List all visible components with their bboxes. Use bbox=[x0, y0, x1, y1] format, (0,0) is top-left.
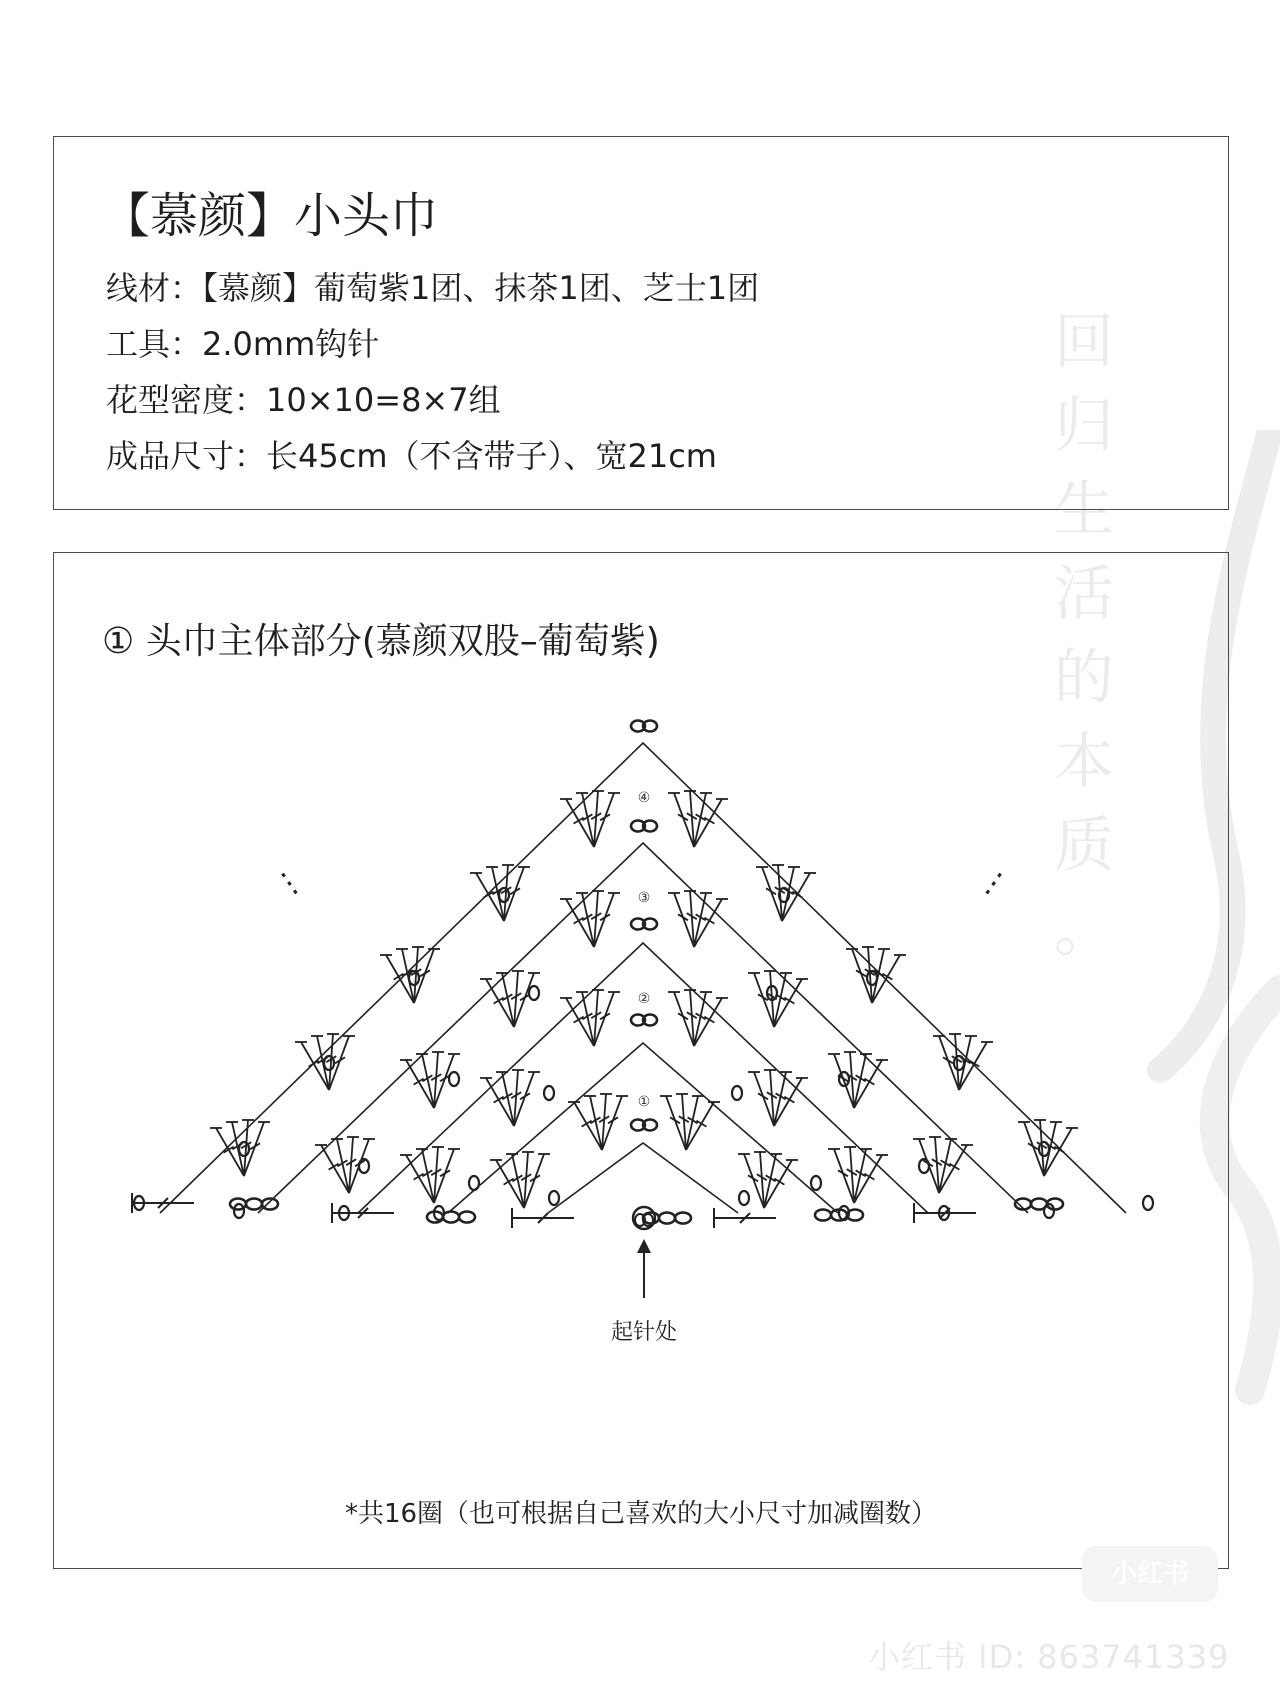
round-label: ③ bbox=[637, 890, 651, 906]
round-count-note: *共16圈（也可根据自己喜欢的大小尺寸加减圈数） bbox=[344, 1499, 938, 1529]
pattern-title: 【慕颜】小头巾 bbox=[102, 188, 439, 244]
chain-2 bbox=[631, 1015, 657, 1026]
ellipsis-right: ⋮ bbox=[971, 860, 1017, 907]
size-row: 成品尺寸：长45cm（不含带子）、宽21cm bbox=[106, 437, 717, 475]
dc-fan bbox=[568, 1094, 628, 1150]
dc-fan bbox=[748, 1070, 808, 1126]
logo-watermark: 小红书 bbox=[1082, 1546, 1218, 1602]
id-watermark: 小红书 ID: 863741339 bbox=[868, 1638, 1230, 1676]
dc-fan bbox=[756, 865, 816, 921]
slogan-char: 。 bbox=[1054, 895, 1114, 965]
slogan-char: 归 bbox=[1054, 391, 1114, 461]
round-label: ④ bbox=[637, 790, 651, 806]
slogan-char: 本 bbox=[1054, 727, 1114, 797]
round-outline-5 bbox=[548, 1143, 738, 1213]
slogan-char: 的 bbox=[1054, 643, 1114, 713]
chain-oval bbox=[449, 1072, 459, 1086]
gauge-row: 花型密度：10×10=8×7组 bbox=[106, 381, 501, 419]
start-arrow-head bbox=[637, 1239, 651, 1253]
chain-2 bbox=[631, 721, 657, 732]
dc-fan bbox=[400, 1052, 460, 1108]
dc-fan bbox=[828, 1052, 888, 1108]
chain-oval bbox=[549, 1191, 559, 1205]
chain-2 bbox=[631, 821, 657, 832]
dc-fan bbox=[490, 1152, 550, 1208]
chain-oval bbox=[739, 1191, 749, 1205]
round-label: ② bbox=[637, 991, 651, 1007]
info-box bbox=[53, 136, 1229, 510]
chain-oval bbox=[529, 986, 539, 1000]
dc-fan bbox=[315, 1137, 375, 1193]
section-title: ① 头巾主体部分(慕颜双股–葡萄紫) bbox=[102, 621, 660, 662]
start-label: 起针处 bbox=[610, 1320, 678, 1345]
crochet-chart bbox=[54, 553, 1230, 1570]
dc-fan bbox=[560, 990, 620, 1046]
ellipsis-left: ⋮ bbox=[266, 860, 312, 907]
dc-fan bbox=[668, 891, 728, 947]
horizontal-stitch bbox=[512, 1208, 574, 1228]
round-label: ① bbox=[637, 1094, 651, 1110]
dc-fan bbox=[560, 891, 620, 947]
chain-oval bbox=[239, 1142, 249, 1156]
dc-fan bbox=[668, 791, 728, 847]
dc-fan bbox=[660, 1094, 720, 1150]
chain-oval bbox=[954, 1056, 964, 1070]
dc-fan bbox=[668, 990, 728, 1046]
tool-row: 工具：2.0mm钩针 bbox=[106, 325, 380, 363]
dc-fan bbox=[738, 1152, 798, 1208]
chain-oval bbox=[324, 1056, 334, 1070]
chain-oval bbox=[544, 1086, 554, 1100]
chain-2 bbox=[631, 1120, 657, 1131]
slogan-char: 活 bbox=[1054, 559, 1114, 629]
chart-box bbox=[53, 552, 1229, 1569]
chain-oval bbox=[469, 1176, 479, 1190]
dc-fan bbox=[828, 1147, 888, 1203]
yarn-row: 线材：【慕颜】葡萄紫1团、抹茶1团、芝士1团 bbox=[106, 269, 760, 307]
horizontal-stitch bbox=[714, 1208, 776, 1228]
start-ring bbox=[633, 1207, 655, 1229]
chain-oval bbox=[811, 1176, 821, 1190]
chain-oval bbox=[1039, 1142, 1049, 1156]
chain-oval bbox=[732, 1086, 742, 1100]
dc-fan bbox=[748, 971, 808, 1027]
slogan-char: 质 bbox=[1054, 811, 1114, 881]
chain-oval bbox=[234, 1204, 244, 1218]
dc-fan bbox=[400, 1147, 460, 1203]
chain-oval bbox=[1143, 1196, 1153, 1210]
dc-fan bbox=[913, 1137, 973, 1193]
dc-fan bbox=[560, 791, 620, 847]
slogan-char: 生 bbox=[1054, 475, 1114, 545]
chain-2 bbox=[631, 919, 657, 930]
slogan-char: 回 bbox=[1054, 307, 1114, 377]
dc-fan bbox=[480, 1070, 540, 1126]
chain-oval bbox=[499, 888, 509, 902]
